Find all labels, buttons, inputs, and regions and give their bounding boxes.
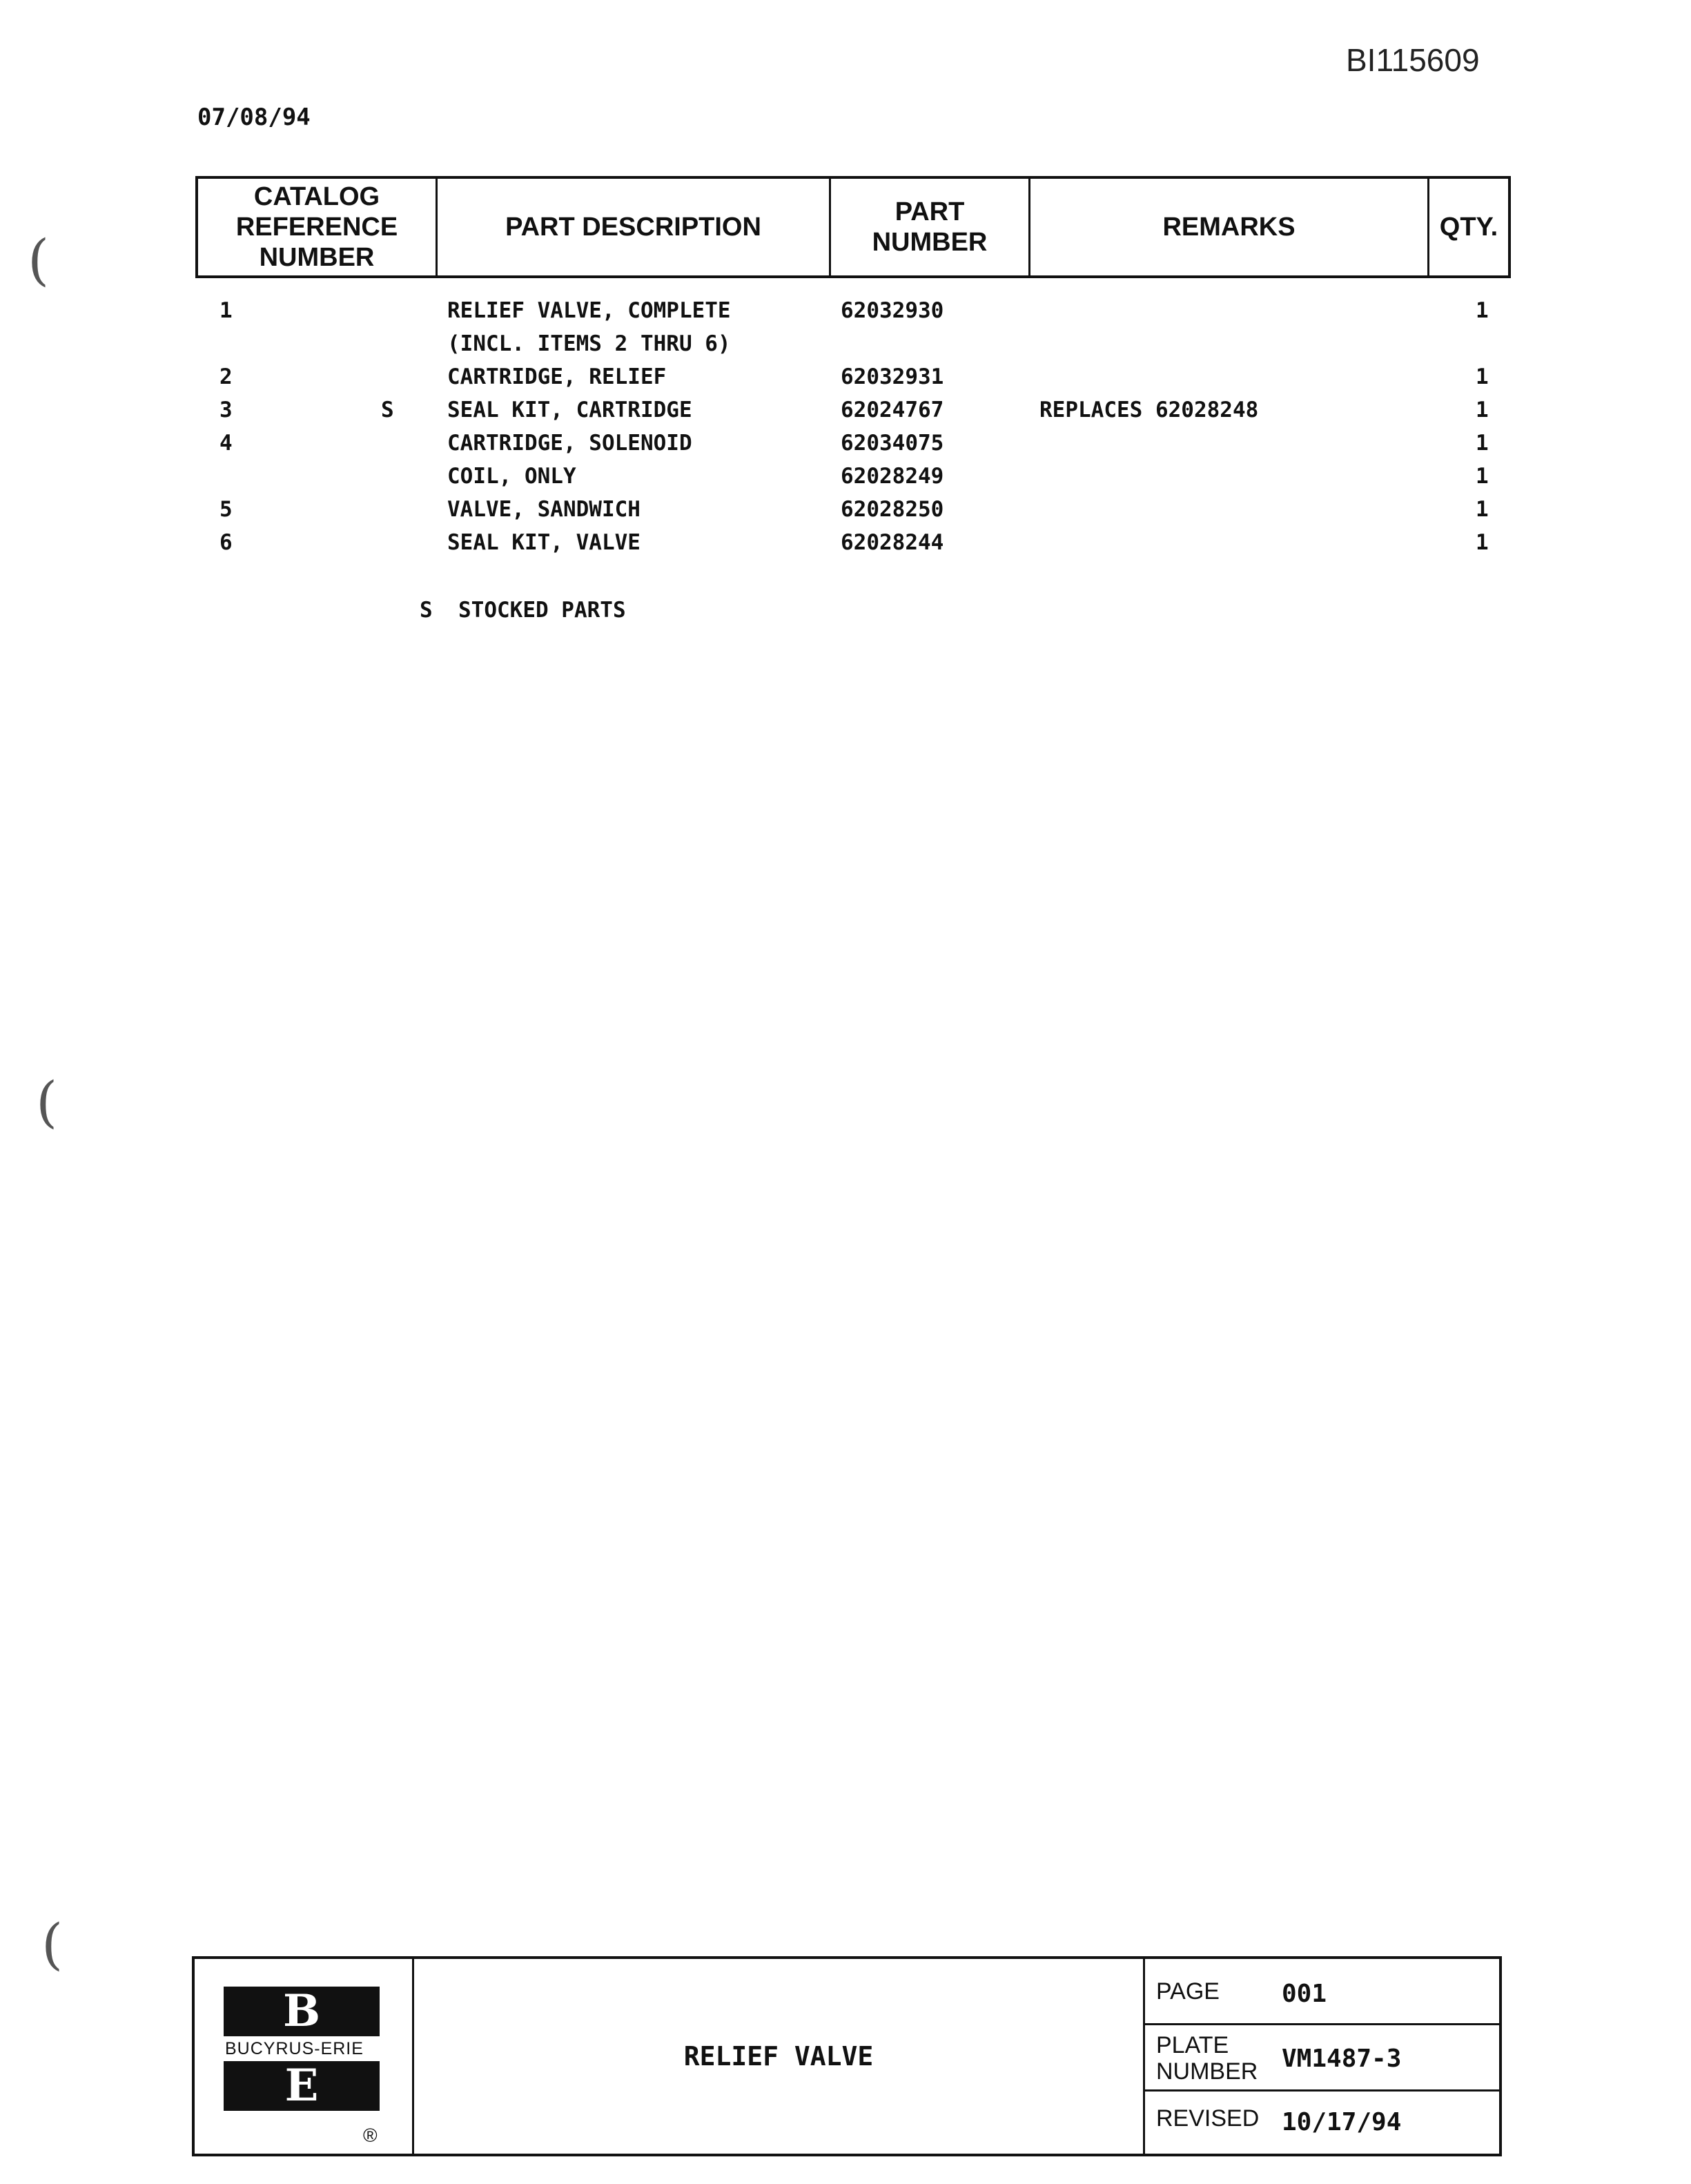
row-part-number: 62032930 — [841, 298, 944, 323]
row-part-number: 62028249 — [841, 464, 944, 489]
margin-mark: ( — [36, 1070, 58, 1134]
table-row — [0, 298, 1691, 331]
margin-mark: ( — [41, 1912, 63, 1976]
page-value: 001 — [1282, 1980, 1327, 2008]
company-logo — [195, 1959, 414, 2154]
legend-symbol: S — [420, 598, 433, 623]
row-part-number: 62028244 — [841, 530, 944, 555]
title-block — [192, 1956, 1502, 2156]
header-catalog-ref: CATALOG REFERENCE NUMBER — [198, 179, 438, 275]
header-qty: QTY. — [1439, 213, 1498, 242]
header-part-number: PART NUMBER — [831, 179, 1030, 275]
page-row — [1145, 1959, 1499, 2025]
row-qty: 1 — [1476, 431, 1489, 456]
row-ref: 1 — [219, 298, 233, 323]
row-stock-flag: S — [381, 398, 394, 422]
row-qty: 1 — [1476, 364, 1489, 389]
revised-row — [1145, 2092, 1499, 2156]
row-description: VALVE, SANDWICH — [447, 497, 641, 522]
row-ref: 5 — [219, 497, 233, 522]
row-description: SEAL KIT, VALVE — [447, 530, 641, 555]
parts-table-body — [0, 298, 1691, 563]
table-row — [0, 364, 1691, 398]
row-description: COIL, ONLY — [447, 464, 576, 489]
row-qty: 1 — [1476, 530, 1489, 555]
table-row — [0, 497, 1691, 530]
margin-mark: ( — [28, 228, 50, 292]
assembly-title: RELIEF VALVE — [683, 2041, 874, 2071]
parts-table-header — [195, 176, 1511, 278]
revised-label: REVISED — [1156, 2105, 1260, 2132]
row-description: SEAL KIT, CARTRIDGE — [447, 398, 692, 422]
revised-value: 10/17/94 — [1282, 2108, 1402, 2136]
row-part-number: 62032931 — [841, 364, 944, 389]
row-qty: 1 — [1476, 464, 1489, 489]
table-row — [0, 398, 1691, 431]
document-id: BI115609 — [1346, 42, 1480, 78]
row-description: CARTRIDGE, RELIEF — [447, 364, 667, 389]
table-row — [0, 331, 1691, 364]
table-row — [0, 431, 1691, 464]
row-ref: 2 — [219, 364, 233, 389]
row-qty: 1 — [1476, 398, 1489, 422]
header-part-description: PART DESCRIPTION — [438, 179, 831, 275]
row-part-number: 62028250 — [841, 497, 944, 522]
page-label: PAGE — [1156, 1978, 1220, 2005]
row-remarks: REPLACES 62028248 — [1039, 398, 1259, 422]
document-date: 07/08/94 — [197, 104, 311, 131]
row-ref: 3 — [219, 398, 233, 422]
row-part-number: 62024767 — [841, 398, 944, 422]
row-description: CARTRIDGE, SOLENOID — [447, 431, 692, 456]
plate-label: PLATE NUMBER — [1156, 2032, 1258, 2085]
legend-text: STOCKED PARTS — [458, 598, 626, 623]
plate-value: VM1487-3 — [1282, 2045, 1402, 2073]
row-qty: 1 — [1476, 497, 1489, 522]
row-ref: 6 — [219, 530, 233, 555]
registered-mark: ® — [363, 2125, 378, 2146]
logo-company-name: BUCYRUS-ERIE — [225, 2039, 364, 2058]
header-remarks: REMARKS — [1030, 179, 1429, 275]
logo-e-block: E — [224, 2061, 380, 2111]
table-row — [0, 530, 1691, 563]
row-qty: 1 — [1476, 298, 1489, 323]
plate-row — [1145, 2025, 1499, 2092]
row-part-number: 62034075 — [841, 431, 944, 456]
row-description: (INCL. ITEMS 2 THRU 6) — [447, 331, 731, 356]
table-row — [0, 464, 1691, 497]
row-description: RELIEF VALVE, COMPLETE — [447, 298, 731, 323]
page-info — [1143, 1959, 1499, 2154]
row-ref: 4 — [219, 431, 233, 456]
logo-b-block: B — [224, 1987, 380, 2036]
